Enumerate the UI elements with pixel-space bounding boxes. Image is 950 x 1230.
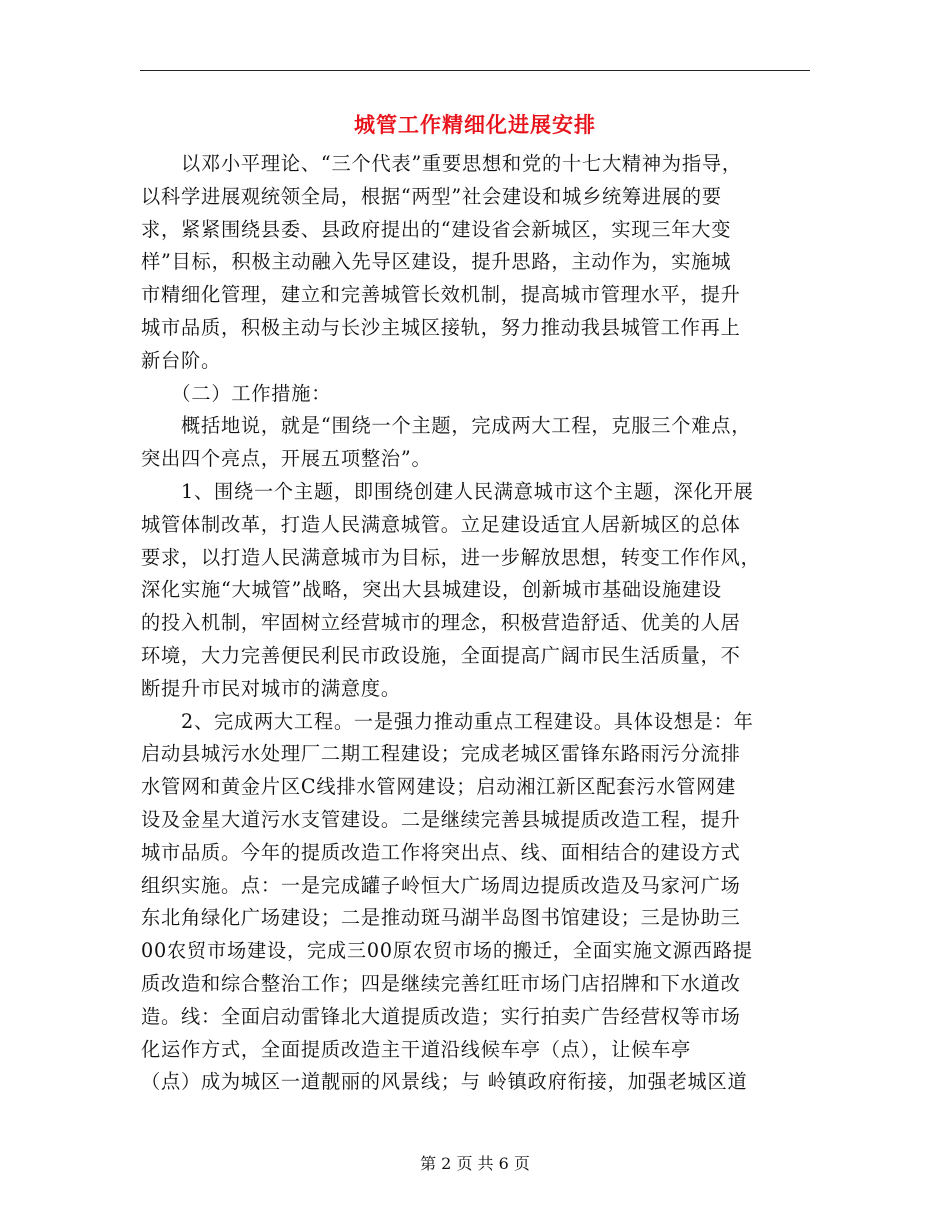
body-line: 1、围绕一个主题，即围绕创建人民满意城市这个主题，深化开展 (141, 479, 754, 503)
body-line: 水管网和黄金片区C线排水管网建设；启动湘江新区配套污水管网建 (141, 775, 737, 799)
body-line: 样”目标，积极主动融入先导区建设，提升思路，主动作为，实施城 (141, 250, 732, 274)
body-line: 质改造和综合整治工作；四是继续完善红旺市场门店招牌和下水道改 (141, 971, 741, 995)
page-number-footer: 第 2 页 共 6 页 (420, 1154, 530, 1173)
body-line: 突出四个亮点，开展五项整治”。 (141, 447, 432, 471)
body-line: 的投入机制，牢固树立经营城市的理念，积极营造舒适、优美的人居 (141, 611, 741, 635)
body-line: 以邓小平理论、“三个代表”重要思想和党的十七大精神为指导， (141, 152, 742, 175)
header-rule (140, 70, 810, 71)
body-line: 市精细化管理，建立和完善城管长效机制，提高城市管理水平，提升 (141, 283, 741, 307)
document-title: 城管工作精细化进展安排 (354, 112, 596, 137)
body-line: 设及金星大道污水支管建设。二是继续完善县城提质改造工程，提升 (141, 807, 741, 831)
body-line: 东北角绿化广场建设；二是推动斑马湖半岛图书馆建设；三是协助三 (141, 906, 741, 930)
body-line: 求，紧紧围绕县委、县政府提出的“建设省会新城区，实现三年大变 (141, 217, 732, 241)
body-line: 化运作方式，全面提质改造主干道沿线候车亭（点），让候车亭 (141, 1037, 692, 1061)
body-line: 组织实施。点：一是完成罐子岭恒大广场周边提质改造及马家河广场 (141, 873, 741, 897)
body-line: 2、完成两大工程。一是强力推动重点工程建设。具体设想是：年 (141, 709, 754, 733)
body-line: 要求，以打造人民满意城市为目标，进一步解放思想，转变工作作风， (141, 545, 761, 569)
document-body (141, 148, 811, 1099)
body-line: 概括地说，就是“围绕一个主题，完成两大工程，克服三个难点， (141, 414, 752, 438)
body-line: （二）工作措施： (141, 381, 332, 405)
body-line: 环境，大力完善便民利民市政设施，全面提高广阔市民生活质量，不 (141, 643, 741, 667)
body-line: 城市品质。今年的提质改造工作将突出点、线、面相结合的建设方式 (141, 840, 741, 864)
body-line: 启动县城污水处理厂二期工程建设；完成老城区雷锋东路雨污分流排 (141, 742, 741, 766)
body-line: 深化实施“大城管”战略，突出大县城建设，创新城市基础设施建设 (141, 578, 722, 602)
body-line: 城市品质，积极主动与长沙主城区接轨，努力推动我县城管工作再上 (141, 315, 741, 339)
body-line: 以科学进展观统领全局，根据“两型”社会建设和城乡统筹进展的要 (141, 184, 722, 208)
body-line: 新台阶。 (141, 348, 221, 372)
body-line: 造。线：全面启动雷锋北大道提质改造；实行拍卖广告经营权等市场 (141, 1004, 741, 1028)
body-line: 城管体制改革，打造人民满意城管。立足建设适宜人居新城区的总体 (141, 512, 741, 536)
body-line: 断提升市民对城市的满意度。 (141, 676, 401, 700)
body-line: 00农贸市场建设，完成三00原农贸市场的搬迁，全面实施文源西路提 (141, 939, 753, 963)
body-line: （点）成为城区一道靓丽的风景线；与 岭镇政府衔接，加强老城区道 (141, 1070, 748, 1094)
